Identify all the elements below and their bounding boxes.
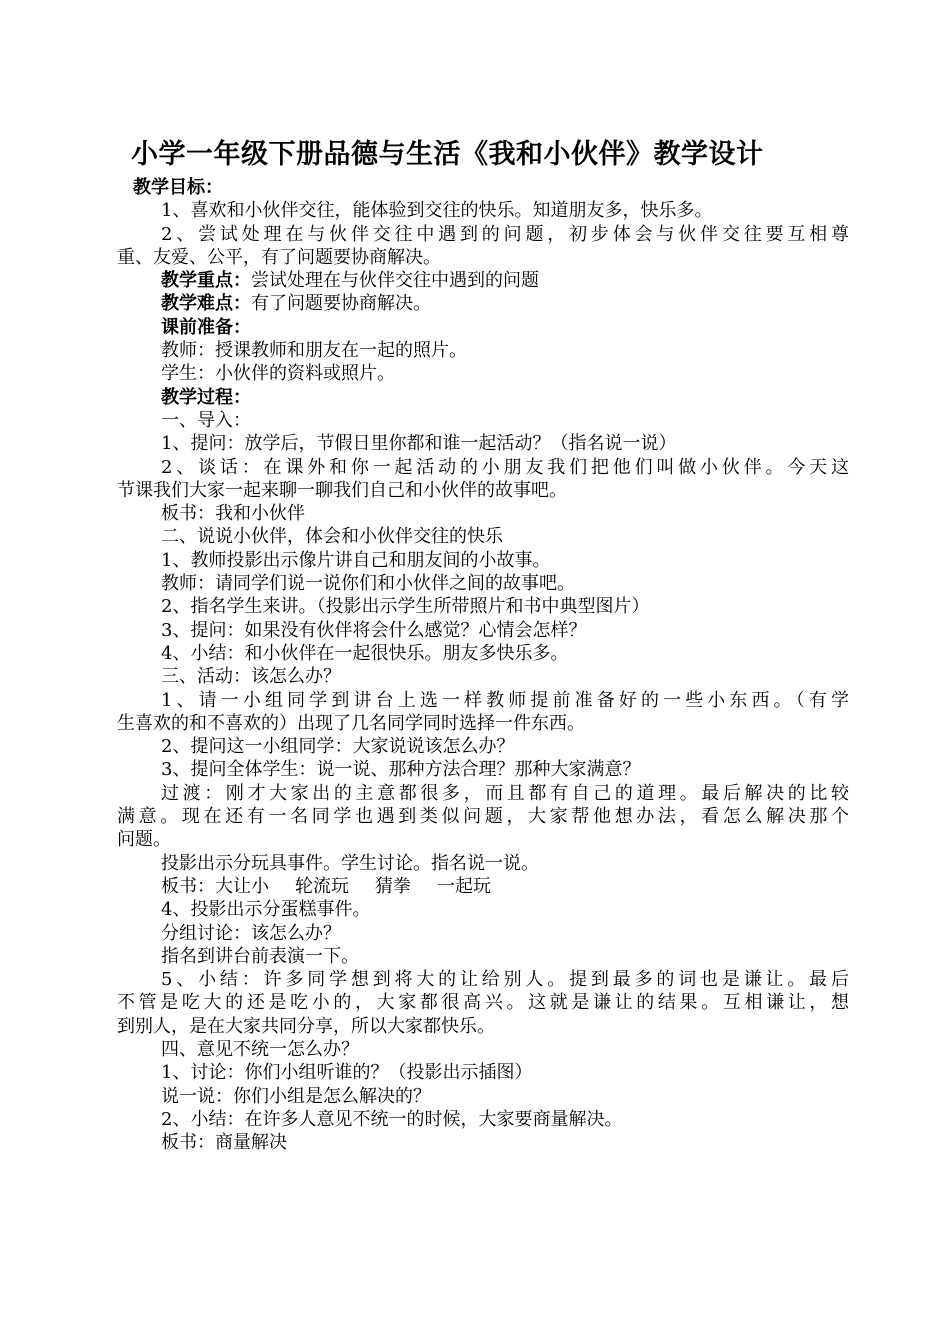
document-body [117, 176, 849, 1154]
section-3-item-1-line1: 1、请一小组同学到讲台上选一样教师提前准备好的一些小东西。（有学 [161, 689, 849, 711]
difficulty-text: 有了问题要协商解决。 [251, 293, 431, 315]
section-3-item-2: 2、提问这一小组同学：大家说说该怎么办？ [161, 736, 515, 758]
board-item-3: 猜拳 [375, 875, 411, 897]
board-item-2: 轮流玩 [295, 875, 349, 897]
section-2-item-3: 3、提问：如果没有伙伴将会什么感觉？心情会怎样？ [161, 619, 587, 641]
objective-2-line2: 重、友爱、公平，有了问题要协商解决。 [117, 246, 441, 268]
section-1-item-1: 1、提问：放学后，节假日里你都和谁一起活动？（指名说一说） [161, 433, 677, 455]
section-3-transition-line2: 满意。现在还有一名同学也遇到类似问题，大家帮他想办法，看怎么解决那个 [117, 806, 849, 828]
section-2-item-2: 2、指名学生来讲。（投影出示学生所带照片和书中典型图片） [161, 596, 650, 618]
section-3-title: 三、活动：该怎么办？ [161, 666, 341, 688]
objective-2-line1: 2、尝试处理在与伙伴交往中遇到的问题，初步体会与伙伴交往要互相尊 [161, 223, 849, 245]
section-3-toys: 投影出示分玩具事件。学生讨论。指名说一说。 [161, 852, 539, 874]
prep-teacher: 教师：授课教师和朋友在一起的照片。 [161, 340, 467, 362]
section-4-item-1: 1、讨论：你们小组听谁的？（投影出示插图） [161, 1062, 533, 1084]
prep-heading: 课前准备： [161, 316, 251, 338]
board-item-4: 一起玩 [437, 875, 491, 897]
section-2-item-4: 4、小结：和小伙伴在一起很快乐。朋友多快乐多。 [161, 642, 569, 664]
key-point-label: 教学重点： [161, 270, 251, 292]
difficulty-label: 教学难点： [161, 293, 251, 315]
section-4-say: 说一说：你们小组是怎么解决的？ [161, 1085, 431, 1107]
section-3-board [117, 875, 849, 898]
section-3-item-5-line2: 不管是吃大的还是吃小的，大家都很高兴。这就是谦让的结果。互相谦让，想 [117, 992, 849, 1014]
section-1-item-2-line2: 节课我们大家一起来聊一聊我们自己和小伙伴的故事吧。 [117, 479, 567, 501]
section-3-perform: 指名到讲台前表演一下。 [161, 945, 359, 967]
key-point [117, 269, 849, 292]
board-item-1: 板书：大让小 [161, 875, 269, 897]
section-3-transition-line3: 问题。 [117, 829, 171, 851]
section-3-item-3: 3、提问全体学生：说一说、那种方法合理？那种大家满意？ [161, 759, 641, 781]
prep-student: 学生：小伙伴的资料或照片。 [161, 363, 395, 385]
section-3-item-5-line3: 到别人，是在大家共同分享，所以大家都快乐。 [117, 1015, 495, 1037]
section-1-board: 板书：我和小伙伴 [161, 503, 305, 525]
section-3-item-1-line2: 生喜欢的和不喜欢的）出现了几名同学同时选择一件东西。 [117, 712, 585, 734]
section-3-item-4: 4、投影出示分蛋糕事件。 [161, 899, 371, 921]
section-2-item-1: 1、教师投影出示像片讲自己和朋友间的小故事。 [161, 549, 551, 571]
section-3-item-5-line1: 5、小结：许多同学想到将大的让给别人。提到最多的词也是谦让。最后 [161, 969, 849, 991]
section-1-item-2-line1: 2、谈话：在课外和你一起活动的小朋友我们把他们叫做小伙伴。今天这 [161, 456, 849, 478]
process-heading: 教学过程： [161, 386, 251, 408]
section-2-title: 二、说说小伙伴，体会和小伙伴交往的快乐 [161, 526, 503, 548]
objective-1: 1、喜欢和小伙伴交往，能体验到交往的快乐。知道朋友多，快乐多。 [161, 200, 713, 222]
section-4-title: 四、意见不统一怎么办？ [161, 1038, 359, 1060]
section-3-transition-line1: 过渡：刚才大家出的主意都很多，而且都有自己的道理。最后解决的比较 [161, 782, 849, 804]
section-4-item-2: 2、小结：在许多人意见不统一的时候，大家要商量解决。 [161, 1108, 623, 1130]
key-point-text: 尝试处理在与伙伴交往中遇到的问题 [251, 270, 539, 292]
difficulty [117, 292, 849, 315]
section-2-teacher: 教师：请同学们说一说你们和小伙伴之间的故事吧。 [161, 573, 575, 595]
objectives-heading: 教学目标： [133, 177, 223, 198]
section-3-group: 分组讨论：该怎么办？ [161, 922, 341, 944]
section-1-title: 一、导入： [161, 409, 251, 431]
section-4-board: 板书：商量解决 [161, 1132, 287, 1154]
document-title: 小学一年级下册品德与生活《我和小伙伴》教学设计 [131, 139, 764, 170]
